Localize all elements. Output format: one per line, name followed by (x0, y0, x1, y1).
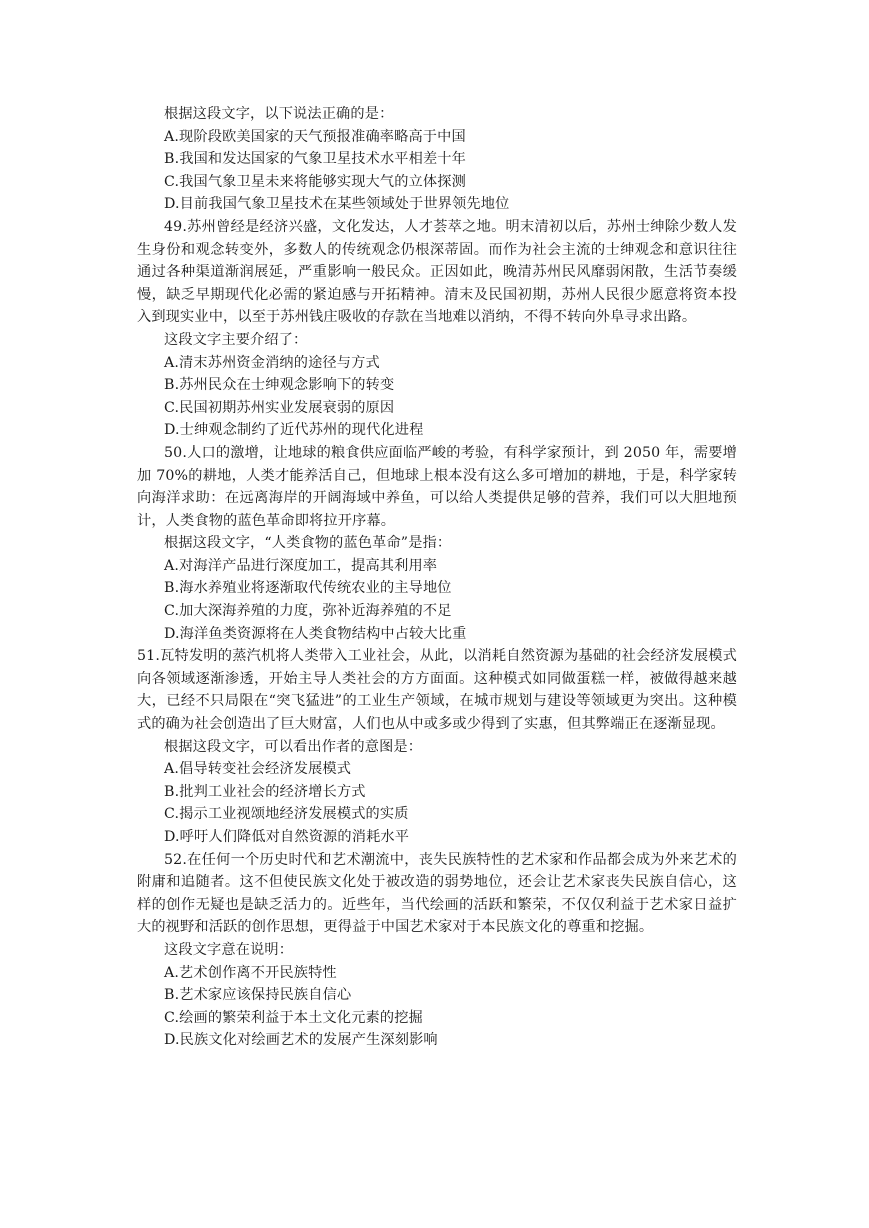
question-48-tail (137, 103, 737, 216)
question-prompt: 这段文字意在说明： (164, 941, 294, 958)
option-b: B.苏州民众在士绅观念影响下的转变 (164, 377, 395, 394)
option-d: D.海洋鱼类资源将在人类食物结构中占较大比重 (164, 625, 467, 642)
question-passage: 50.人口的激增，让地球的粮食供应面临严峻的考验，有科学家预计，到 2050 年，需要增加 70%的耕地，人类才能养活自己，但地球上根本没有这么多可增加的耕地，于是，科学家转向海洋求助：在远离海岸的开阔海域中养鱼，可以给人类提供足够的营养，我们可以大胆地预计，人类食物的蓝色革命即将拉开序幕。 (137, 444, 737, 529)
question-49 (137, 216, 737, 442)
option-b: B.批判工业社会的经济增长方式 (164, 783, 366, 800)
question-passage: 49.苏州曾经是经济兴盛，文化发达，人才荟萃之地。明末清初以后，苏州士绅除少数人发生身份和观念转变外，多数人的传统观念仍根深蒂固。而作为社会主流的士绅观念和意识往往通过各种渠道渐润展延，严重影响一般民众。正因如此，晚清苏州民风靡弱闲散，生活节奏缓慢，缺乏早期现代化必需的紧迫感与开拓精神。清末及民国初期，苏州人民很少愿意将资本投入到现实业中，以至于苏州钱庄吸收的存款在当地难以消纳，不得不转向外阜寻求出路。 (137, 218, 737, 326)
option-d: D.呼吁人们降低对自然资源的消耗水平 (164, 829, 410, 845)
option-b: B.我国和发达国家的气象卫星技术水平相差十年 (164, 151, 466, 168)
option-c: C.绘画的繁荣利益于本土文化元素的挖掘 (164, 1009, 423, 1026)
option-c: C.加大深海养殖的力度，弥补近海养殖的不足 (164, 603, 452, 620)
option-c: C.民国初期苏州实业发展衰弱的原因 (164, 399, 395, 416)
question-52 (137, 849, 737, 1052)
option-c: C.我国气象卫星未来将能够实现大气的立体探测 (164, 173, 466, 190)
option-a: A.现阶段欧美国家的天气预报准确率略高于中国 (164, 128, 466, 145)
option-a: A.对海洋产品进行深度加工，提高其利用率 (164, 557, 438, 574)
question-51 (137, 645, 737, 848)
option-b: B.艺术家应该保持民族自信心 (164, 987, 352, 1004)
question-prompt: 这段文字主要介绍了： (164, 331, 308, 348)
option-b: B.海水养殖业将逐渐取代传统农业的主导地位 (164, 580, 452, 597)
option-a: A.倡导转变社会经济发展模式 (164, 761, 352, 778)
option-d: D.士绅观念制约了近代苏州的现代化进程 (164, 422, 424, 439)
question-prompt: 根据这段文字，可以看出作者的意图是： (164, 738, 423, 755)
option-d: D.目前我国气象卫星技术在某些领域处于世界领先地位 (164, 196, 510, 213)
question-passage: 51.瓦特发明的蒸汽机将人类带入工业社会，从此，以消耗自然资源为基础的社会经济发展模式向各领域逐渐渗透，开始主导人类社会的方方面面。这种模式如同做蛋糕一样，被做得越来越大，已经不只局限在“突飞猛进”的工业生产领域，在城市规划与建设等领域更为突出。这种模式的确为社会创造出了巨大财富，人们也从中或多或少得到了实惠，但其弊端正在逐渐显现。 (137, 648, 737, 733)
question-prompt: 根据这段文字，以下说法正确的是： (164, 106, 394, 122)
option-c: C.揭示工业视颂地经济发展模式的实质 (164, 806, 409, 823)
question-50 (137, 442, 737, 645)
option-a: A.艺术创作离不开民族特性 (164, 964, 337, 981)
option-d: D.民族文化对绘画艺术的发展产生深刻影响 (164, 1032, 438, 1049)
option-a: A.清末苏州资金消纳的途径与方式 (164, 354, 380, 371)
document-page (0, 103, 869, 1052)
question-prompt: 根据这段文字，“人类食物的蓝色革命”是指： (164, 535, 452, 552)
question-passage: 52.在任何一个历史时代和艺术潮流中，丧失民族特性的艺术家和作品都会成为外来艺术的附庸和追随者。这不但使民族文化处于被改造的弱势地位，还会让艺术家丧失民族自信心，这样的创作无疑也是缺乏活力的。近些年，当代绘画的活跃和繁荣，不仅仅利益于艺术家日益扩大的视野和活跃的创作思想，更得益于中国艺术家对于本民族文化的尊重和挖掘。 (137, 851, 737, 936)
